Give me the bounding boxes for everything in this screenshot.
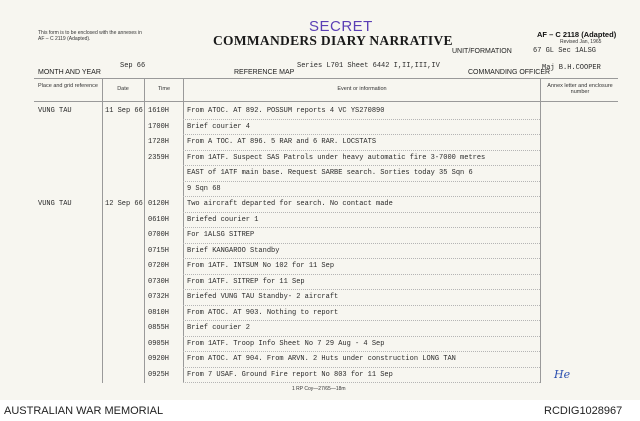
event-cell: From 1ATF. Troop Info Sheet No 7 29 Aug - 4 Sep: [187, 339, 385, 348]
row-separator: [183, 165, 540, 166]
time-cell: 0720H: [148, 262, 170, 270]
time-cell: 0920H: [148, 355, 170, 363]
event-cell: From 1ATF. Suspect SAS Patrols under heavy automatic fire 3-7000 metres: [187, 153, 486, 162]
column-divider: [183, 78, 184, 383]
form-id: AF – C 2118 (Adapted): [537, 30, 617, 39]
annex-initials: He: [554, 368, 571, 381]
event-cell: From ATOC. AT 904. From ARVN. 2 Huts under construction LONG TAN: [187, 355, 456, 363]
footer-right: RCDIG1028967: [544, 405, 623, 417]
page-title: COMMANDERS DIARY NARRATIVE: [213, 33, 453, 48]
row-separator: [183, 274, 540, 275]
column-header-place: Place and grid reference: [38, 83, 98, 89]
event-cell: EAST of 1ATF main base. Request SARBE search. Sorties today 35 Sqn 6: [187, 169, 473, 177]
time-cell: 0732H: [148, 293, 170, 301]
row-separator: [183, 320, 540, 321]
time-cell: 0905H: [148, 339, 170, 348]
column-header-annex: Annex letter and enclosure number: [547, 83, 613, 95]
row-separator: [183, 367, 540, 368]
event-cell: 9 Sqn 68: [187, 184, 221, 193]
column-divider: [540, 78, 541, 383]
month-label: MONTH AND YEAR: [38, 69, 101, 76]
row-separator: [183, 134, 540, 135]
commanding-officer-label: COMMANDING OFFICER: [468, 69, 551, 76]
event-cell: Briefed courier 1: [187, 215, 259, 224]
event-cell: Brief courier 2: [187, 324, 251, 332]
time-cell: 1610H: [148, 107, 170, 115]
form-revision: Revised Jan, 1965: [560, 39, 602, 45]
unit-label: UNIT/FORMATION: [452, 48, 512, 55]
unit-value: 67 GL Sec 1ALSG: [533, 47, 597, 55]
row-separator: [183, 336, 540, 337]
table-top-border: [34, 78, 618, 79]
time-cell: 0120H: [148, 200, 170, 208]
row-separator: [183, 351, 540, 352]
time-cell: 0610H: [148, 215, 170, 224]
commanding-officer-value: Maj B.H.COOPER: [542, 64, 601, 72]
row-separator: [183, 243, 540, 244]
column-header-time: Time: [157, 86, 171, 92]
column-divider: [144, 78, 145, 383]
event-cell: Briefed VUNG TAU Standby- 2 aircraft: [187, 293, 339, 301]
row-separator: [183, 196, 540, 197]
time-cell: 1728H: [148, 138, 170, 146]
print-line: 1 RP Coy—27/65—18m: [292, 386, 346, 392]
event-cell: Two aircraft departed for search. No contact made: [187, 200, 393, 208]
time-cell: 0855H: [148, 324, 170, 332]
event-cell: From ATOC. AT 892. POSSUM reports 4 VC YS270890: [187, 107, 385, 115]
row-separator: [183, 382, 540, 383]
place-cell: VUNG TAU: [38, 107, 72, 115]
month-value: Sep 66: [120, 62, 146, 70]
time-cell: 0730H: [148, 277, 170, 286]
reference-map-value: Series L701 Sheet 6442 I,II,III,IV: [297, 62, 440, 70]
row-separator: [183, 150, 540, 151]
table-header-border: [34, 101, 618, 102]
event-cell: From 1ATF. INTSUM No 102 for 11 Sep: [187, 262, 335, 270]
time-cell: 0715H: [148, 246, 170, 255]
row-separator: [183, 305, 540, 306]
event-cell: From A TOC. AT 896. 5 RAR and 6 RAR. LOCSTATS: [187, 138, 377, 146]
place-cell: VUNG TAU: [38, 200, 72, 208]
time-cell: 2359H: [148, 153, 170, 162]
event-cell: From 1ATF. SITREP for 11 Sep: [187, 277, 305, 286]
reference-map-label: REFERENCE MAP: [234, 69, 295, 76]
row-separator: [183, 119, 540, 120]
footer-left: AUSTRALIAN WAR MEMORIAL: [4, 405, 164, 417]
column-header-event: Event or information: [337, 86, 387, 92]
enclosure-note: This form is to be enclosed with the annexes in AF – C 2119 (Adapted).: [38, 30, 142, 42]
event-cell: From 7 USAF. Ground Fire report No 803 for 11 Sep: [187, 370, 393, 379]
row-separator: [183, 289, 540, 290]
column-divider: [102, 78, 103, 383]
row-separator: [183, 181, 540, 182]
event-cell: Brief KANGAROO Standby: [187, 246, 280, 255]
row-separator: [183, 212, 540, 213]
time-cell: 0810H: [148, 308, 170, 317]
event-cell: From ATOC. AT 903. Nothing to report: [187, 308, 339, 317]
event-cell: Brief courier 4: [187, 122, 251, 131]
row-separator: [183, 227, 540, 228]
time-cell: 0700H: [148, 231, 170, 239]
event-cell: For 1ALSG SITREP: [187, 231, 255, 239]
secret-stamp: SECRET: [309, 18, 373, 35]
time-cell: 1700H: [148, 122, 170, 131]
date-cell: 11 Sep 66: [105, 107, 143, 115]
date-cell: 12 Sep 66: [105, 200, 143, 208]
column-header-date: Date: [117, 86, 129, 92]
row-separator: [183, 258, 540, 259]
time-cell: 0925H: [148, 370, 170, 379]
